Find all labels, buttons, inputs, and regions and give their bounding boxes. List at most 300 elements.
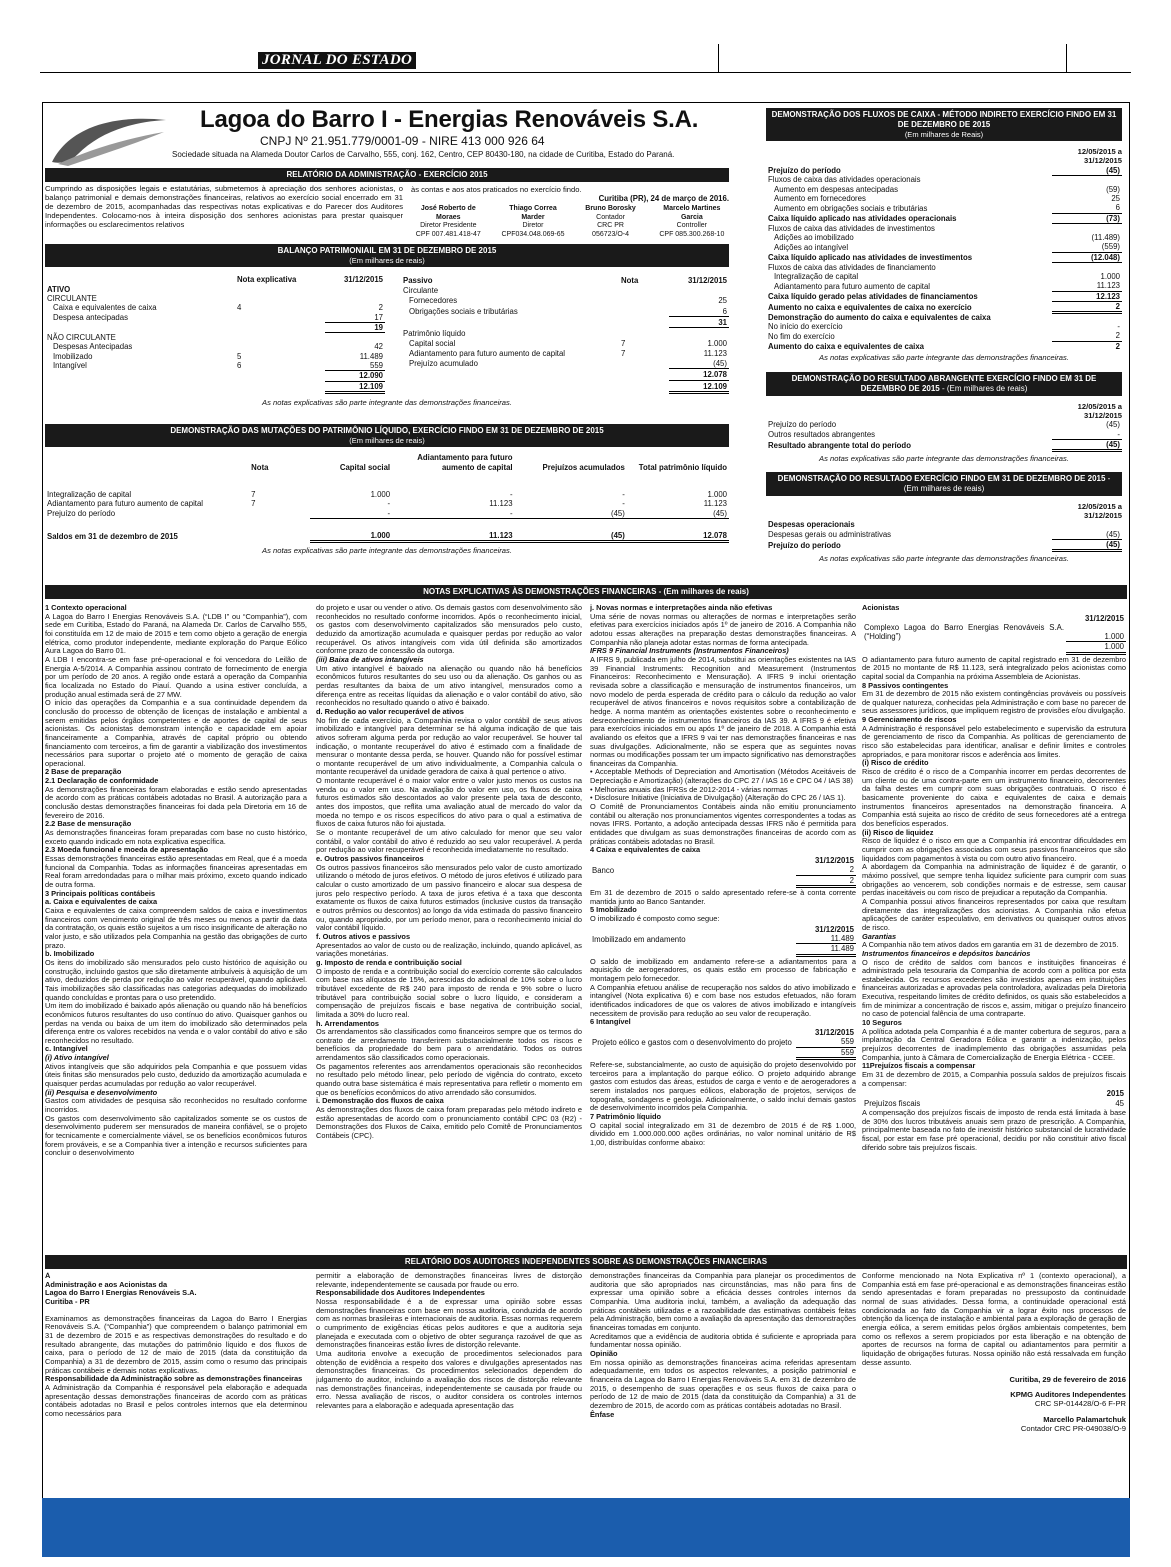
table-row xyxy=(766,185,1122,194)
equity-changes-title: DEMONSTRAÇÃO DAS MUTAÇÕES DO PATRIMÔNIO LÍQUIDO, EXERCÍCIO FINDO EM 31 DE DEZEMBRO DE 2015 (Em milhares de reais) xyxy=(45,424,729,447)
paragraph: Uma auditoria envolve a execução de procedimentos selecionados para obtenção de evidência a respeito dos valores e divulgações apresentados nas demonstrações financeiras. Os procedimentos selecionados dependem do julgamento do auditor, incluindo a avaliação dos riscos de distorção relevante nas demonstrações financeiras, independentemente se causada por fraude ou erro. Nessa avaliação de riscos, o auditor considera os controles internos relevantes para a elaboração e adequada apresentação das xyxy=(316,1348,582,1410)
table-row xyxy=(401,316,729,327)
row-note xyxy=(235,333,325,342)
paragraph: Apresentados ao valor de custo ou de realização, incluindo, quando aplicável, as variações monetárias. xyxy=(316,940,582,959)
auditors-date: Curitiba, 29 de fevereiro de 2016 xyxy=(1009,1375,1126,1385)
comprehensive-result-title: DEMONSTRAÇÃO DO RESULTADO ABRANGENTE EXERCÍCIO FINDO EM 31 DE DEZEMBRO DE 2015 - (Em milhares de reais) xyxy=(766,372,1122,396)
row-note xyxy=(619,316,669,327)
heading: Curitiba - PR xyxy=(45,1296,90,1306)
note-table-row xyxy=(590,944,856,955)
row-value: 25 xyxy=(718,296,727,306)
balance-liabilities-table: Passivo Nota 31/12/2015 Circulante Fornecedores 25 Obrigações sociais e tributárias 6 31 Patrimônio líquido Capital social 7 1.000 Adiantamento para futuro aumento de capital 7 11.123 Prejuízo acumulado (45) 12.078 12.109 xyxy=(403,276,727,391)
row-value: 11.489 xyxy=(359,351,383,361)
equity-total-afac: 11.123 xyxy=(392,531,515,542)
table-row xyxy=(45,294,385,303)
row-value xyxy=(1052,175,1122,184)
table-row xyxy=(766,331,1122,341)
table-row xyxy=(766,313,1122,322)
heading: Responsabilidade dos Auditores Independentes xyxy=(316,1288,485,1298)
equity-note xyxy=(249,509,310,519)
heading: (ii) Pesquisa e desenvolvimento xyxy=(45,1087,158,1097)
row-value xyxy=(325,285,385,294)
paragraph: Os gastos com desenvolvimento são capitalizados somente se os custos de desenvolvimento puderem ser mensurados de maneira confiável, se o projeto for tecnicamente e comercialmente viável, se os benefícios econômicos futuros forem prováveis, e se a Companhia tiver a intenção e recursos suficientes para concluir o desenvolvimento xyxy=(45,1113,307,1158)
notes-title: NOTAS EXPLICATIVAS ÀS DEMONSTRAÇÕES FINANCEIRAS - (Em milhares de reais) xyxy=(45,585,1127,599)
note-table-label: Banco xyxy=(592,865,615,875)
paragraph: Em 31 de dezembro de 2015 o saldo apresentado refere-se à conta corrente mantida junto ao Banco Santander. xyxy=(590,888,856,906)
paragraph: Nossa responsabilidade é a de expressar uma opinião sobre essas demonstrações financeiras com base em nossa auditoria, conduzida de acordo com as normas brasileiras e internacionais de auditoria. Essas normas requerem o cumprimento de exigências éticas pelos auditores e que a auditoria seja planejada e executada com o objetivo de obter segurança razoável de que as demonstrações financeiras estão livres de distorção relevante. xyxy=(316,1296,582,1350)
paragraph: A política adotada pela Companhia é a de manter cobertura de seguros, para a implantação da Central Geradora Eólica e garantir a indenização, pelos prejuízos decorrentes de inadimplemento das obrigações assumidas pela Companhia, junto à Câmara de Comercialização de Energia Elétrica - CCEE. xyxy=(862,1026,1126,1062)
equity-capital: 1.000 xyxy=(370,490,391,500)
table-row xyxy=(45,499,729,508)
paragraph: A Administração é responsável pelo estabelecimento e supervisão da estrutura de gerenciamento de risco da Companhia. As políticas de gerenciamento de risco são estabelecidas para identificar, analisar e definir limites e controles apropriados, e para monitorar riscos e aderência aos limites. xyxy=(862,723,1126,759)
equity-label: Prejuízo do período xyxy=(47,509,116,519)
row-label: Caixa líquido gerado pelas atividades de financiamentos xyxy=(768,292,978,302)
row-value: 12.078 xyxy=(669,369,729,380)
equity-total-label: Saldos em 31 de dezembro de 2015 xyxy=(47,532,178,542)
row-label: Prejuízo do período xyxy=(768,541,841,551)
table-row xyxy=(766,291,1122,301)
heading: i. Demonstração dos fluxos de caixa xyxy=(316,1096,444,1106)
paragraph: A compensação dos prejuízos fiscais de imposto de renda está limitada à base de 30% dos lucros tributáveis anuais sem prazo de prescrição. A Companhia, principalmente baseada no fato de inexistir histórico substancial de lucratividade fiscal, por estar em fase pré operacional, decidiu por não constituir ativo fiscal diferido sobre tais prejuízos fiscais. xyxy=(862,1108,1126,1152)
income-statement-section xyxy=(766,472,1122,563)
heading: Ênfase xyxy=(590,1409,615,1419)
row-value: 12.090 xyxy=(325,371,385,381)
equity-total: (45) xyxy=(627,509,729,519)
paragraph: Em 31 de dezembro de 2015 não existem contingências prováveis ou possíveis de qualquer natureza, conhecidas pela Administração e com base no parecer de seus assessores jurídicos, que impliquem registro de provisões e/ou divulgação. xyxy=(862,689,1126,716)
row-note xyxy=(235,313,325,323)
cell xyxy=(862,614,1066,623)
row-label: Patrimônio líquido xyxy=(403,328,466,338)
row-value: 17 xyxy=(325,313,385,323)
heading: 10 Seguros xyxy=(862,1018,902,1028)
note-table-value: 11.489 xyxy=(796,934,856,944)
row-value xyxy=(1052,520,1122,529)
table-row xyxy=(766,233,1122,242)
balance-footnote: As notas explicativas são parte integrante das demonstrações financeiras. xyxy=(262,398,512,407)
auditors-section xyxy=(45,1255,1127,1269)
row-label: Integralização de capital xyxy=(774,271,859,281)
balance-assets-table: Nota explicativa 31/12/2015 ATIVO CIRCULANTE Caixa e equivalentes de caixa 4 2 Despesa antecipadas 17 19 NÃO CIRCULANTE Despesas Antecipadas 42 Imobilizado 5 11.489 Intangível 6 559 12.090 12.109 xyxy=(47,275,383,391)
paragraph: Risco de liquidez é o risco em que a Companhia irá encontrar dificuldades em cumprir com as obrigações associadas com seus passivos financeiros que são liquidados com pagamentos à vista ou com outro ativo financeiro. xyxy=(862,836,1126,863)
row-label: Imobilizado xyxy=(53,351,93,361)
row-note xyxy=(235,294,325,303)
paragraph: Em nossa opinião as demonstrações financeiras acima referidas apresentam adequadamente, em todos os aspectos relevantes, a posição patrimonial e financeira da Lagoa do Barro I Energias Renováveis S.A. em 31 de dezembro de 2015, o desempenho de suas operações e os seus fluxos de caixa para o período de 12 de maio de 2015 (data da constituição da Companhia) a 31 de dezembro de 2015, de acordo com as práticas contábeis adotadas no Brasil. xyxy=(590,1357,856,1410)
heading: Acionistas xyxy=(862,604,900,612)
cash-flow-table xyxy=(766,166,1122,352)
note-table-date: 31/12/2015 xyxy=(814,924,854,934)
heading: 2 Base de preparação xyxy=(45,767,122,777)
row-label: Demonstração do aumento do caixa e equivalentes de caixa xyxy=(768,312,991,322)
heading: Responsabilidade da Administração sobre as demonstrações financeiras xyxy=(45,1374,303,1384)
signature-role: Contador xyxy=(596,213,625,221)
heading: Administração e aos Acionistas da xyxy=(45,1279,168,1289)
table-row xyxy=(45,333,385,342)
table-row xyxy=(766,224,1122,233)
header-rule xyxy=(40,72,1131,73)
income-statement-table xyxy=(766,520,1122,552)
signature-role: Diretor Presidente xyxy=(420,222,477,230)
paragraph: do projeto e usar ou vender o ativo. Os demais gastos com desenvolvimento são reconhecidos no resultado conforme incorridos. Após o reconhecimento inicial, os gastos com desenvolvimento capitalizados são mensurados pelo custo, deduzido da amortização acumulada e quaisquer perdas por redução ao valor recuperável. Os ativos intangíveis com vida útil definida são amortizados conforme prazo de concessão da outorga. xyxy=(316,604,582,656)
row-label: Fornecedores xyxy=(409,296,458,306)
cash-flow-footnote: As notas explicativas são parte integrante das demonstrações financeiras. xyxy=(819,353,1069,363)
heading: c. Intangível xyxy=(45,1044,88,1054)
note-table-row xyxy=(590,865,856,875)
row-value: 12.109 xyxy=(669,380,729,392)
table-row xyxy=(766,166,1122,176)
row-value: 11.123 xyxy=(1052,281,1122,291)
note-table-head xyxy=(590,856,856,865)
note-table-date: 31/12/2015 xyxy=(814,1027,854,1037)
paragraph: A abordagem da Companhia na administração de liquidez é de garantir, o máximo possível, que sempre tenha liquidez suficiente para cumprir com suas obrigações ao vencerem, sob condições normais e de estresse, sem causar perdas inaceitáveis ou com risco de prejudicar a reputação da Companhia. xyxy=(862,862,1126,898)
table-row xyxy=(45,285,385,294)
row-value xyxy=(325,333,385,342)
admin-report-text-cont: às contas e aos atos praticados no exercício findo. xyxy=(411,185,582,194)
equity-total-note xyxy=(249,531,310,542)
row-note xyxy=(235,342,325,351)
paragraph: A IFRS 9, publicada em julho de 2014, substitui as orientações existentes na IAS 39 Financial Instruments: Recognition and Measurement (Instrumentos Financeiros: Reconhecimento e Mensuração). A IFRS 9 inclui orientação revisada sobre a classificação e mensuração de instrumentos financeiros, um novo modelo de perda esperada de crédito para o cálculo da redução ao valor recuperável de ativos financeiros e novos requisitos sobre a contabilização de hedge. A norma mantém as orientações existentes sobre o reconhecimento e desreconhecimento de instrumentos financeiros da IAS 39. A IFRS 9 é efetiva para exercícios iniciados em ou após 1º de janeiro de 2018. A Companhia está avaliando os efeitos que a IFRS 9 vai ter nas demonstrações financeiras e nas suas divulgações. Adicionalmente, não se espera que as seguintes novas normas ou modificações possam ter um impacto significativo nas demonstrações financeiras da Companhia. xyxy=(590,654,856,768)
signature-name: Bruno Borosky xyxy=(585,205,636,213)
paragraph: Um ativo intangível é baixado na alienação ou quando não há benefícios econômicos futuros resultantes do seu uso ou da alienação. Os ganhos ou as perdas resultantes da baixa de um ativo intangível, mensurados como a diferença entre as receitas líquidas da alienação e o valor contábil do ativo, são reconhecidos no resultado quando o ativo é baixado. xyxy=(316,663,582,708)
note-table-value: 1.000 xyxy=(1066,642,1126,653)
table-row xyxy=(766,203,1122,213)
note-table-date: 31/12/2015 xyxy=(814,856,854,866)
row-value: (73) xyxy=(1052,213,1122,223)
row-label: Adiantamento para futuro aumento de capital xyxy=(774,281,931,291)
note-table-date: 31/12/2015 xyxy=(1084,613,1124,623)
heading: h. Arrendamentos xyxy=(316,1018,379,1028)
row-value xyxy=(669,286,729,296)
row-value xyxy=(1052,224,1122,233)
note-table-label xyxy=(590,875,796,886)
paragraph: Refere-se, substancialmente, ao custo de aquisição do projeto desenvolvido por terceiros para a implantação do parque eólico. O projeto adquirido abrange gastos com estudos das áreas, estudos de carga e vento e de aerogeradores a serem instalados nos parques eólicos, elaboração de projetos, serviços de topografia, sondagens e geologia. Adicionalmente, o saldo inclui demais gastos de desenvolvimento incorridos pela Companhia. xyxy=(590,1060,856,1113)
paragraph: O início das operações da Companhia e a sua continuidade dependem da conclusão do processo de obtenção de licenças de instalação e ambiental a serem emitidas pelos órgãos competentes e de aportes de capital de seus acionistas. Os acionistas demonstram intenção e capacidade em apoiar financeiramente a Companhia, através de capital próprio ou obtendo financiamento com terceiros, a fim de garantir a viabilização dos investimentos necessários para suportar o projeto até o momento de geração de caixa operacional. xyxy=(45,698,307,768)
heading: (i) Risco de crédito xyxy=(862,758,929,768)
row-label: CIRCULANTE xyxy=(47,294,97,304)
header-divider xyxy=(718,44,719,72)
equity-label: Integralização de capital xyxy=(47,490,132,500)
signature-doc: CPF034.048.069-65 xyxy=(501,230,565,238)
row-value: (45) xyxy=(669,358,729,369)
row-note: 7 xyxy=(621,348,626,358)
paragraph: Essas demonstrações financeiras estão apresentadas em Real, que é a moeda funcional da Companhia. Todas as informações financeiras apresentadas em Real foram arredondadas para o milhar mais próximo, exceto quando indicado de outra forma. xyxy=(45,854,307,889)
row-value: (11.489) xyxy=(1091,233,1120,242)
note-table xyxy=(590,925,856,957)
table-row xyxy=(766,263,1122,272)
row-note xyxy=(619,380,669,392)
spacer-row xyxy=(45,472,729,490)
heading: b. Imobilizado xyxy=(45,949,95,959)
row-value: 2 xyxy=(1052,301,1122,312)
equity-total-prej: (45) xyxy=(515,531,627,542)
company-name: Lagoa do Barro I - Energias Renováveis S.A. xyxy=(200,106,699,133)
signature-block xyxy=(411,205,729,239)
signature-name: Marcelo Martines Garcia xyxy=(663,205,721,221)
admin-report-title: RELATÓRIO DA ADMINISTRAÇÃO - EXERCÍCIO 2015 xyxy=(45,168,729,182)
row-label: Aumento em obrigações sociais e tributárias xyxy=(774,203,928,213)
row-label: Aumento em fornecedores xyxy=(774,194,866,204)
row-value: 2 xyxy=(1115,341,1120,351)
row-note: 6 xyxy=(237,361,242,371)
row-value: 2 xyxy=(378,303,383,313)
table-row xyxy=(766,439,1122,450)
row-label: Circulante xyxy=(403,286,439,296)
row-value: 12.123 xyxy=(1052,291,1122,301)
note-table-value: 11.489 xyxy=(796,944,856,955)
table-row xyxy=(401,380,729,392)
signature-name: José Roberto de Moraes xyxy=(420,205,476,221)
paragraph: Ativos intangíveis que são adquiridos pela Companhia e que possuem vidas úteis finitas são mensurados pelo custo, deduzido da amortização acumulada e quaisquer perdas acumuladas por redução ao valor recuperável. xyxy=(45,1061,307,1089)
heading: 9 Gerenciamento de riscos xyxy=(862,715,957,725)
footer-band xyxy=(42,1498,1130,1557)
paragraph: • Melhorias anuais das IFRSs de 2012-2014 - várias normas xyxy=(590,784,788,794)
paragraph: A Lagoa do Barro I Energias Renováveis S.A. (“LDB I” ou “Companhia”), com sede em Curitiba, Estado do Paraná, na Alameda Dr. Carlos de Carvalho 555, foi constituída em 12 de maio de 2015 e tem como objeto a geração de energia elétrica, como produtor independente, mediante exploração do Parque Eólico Aura Lagoa do Barro 01. xyxy=(45,611,307,656)
row-value: 6 xyxy=(669,306,729,317)
equity-total: 11.123 xyxy=(703,499,727,509)
paragraph: • Disclosure Initiative (Iniciativa de Divulgação) (Alteração do CPC 26 / IAS 1). xyxy=(590,793,846,803)
paragraph: O risco de crédito de saldos com bancos e instituições financeiras é administrado pela tesouraria da Companhia de acordo com a política por esta estabelecida. Os recursos excedentes são investidos apenas em instituições financeiras autorizadas e aprovadas pela controladora, avalizadas pela Diretoria Executiva, respeitando limites de crédito definidos, os quais são estabelecidos a fim de minimizar a concentração de riscos e, assim, mitigar o prejuízo financeiro no caso de potencial falência de uma contraparte. xyxy=(862,957,1126,1019)
admin-report-text: Cumprindo as disposições legais e estatutárias, submetemos à apreciação dos senhores acionistas, o balanço patrimonial e demais demonstrações financeiras, relativos ao exercício social encerrado em 31 de dezembro de 2015, acompanhadas das respectivas notas explicativas e do Parecer dos Auditores Independentes. Colocamo-nos à inteira disposição dos senhores acionistas para prestar quaisquer informações ou esclarecimentos relativos xyxy=(45,185,403,229)
paragraph: Acreditamos que a evidência de auditoria obtida é suficiente e apropriada para fundamentar nossa opinião. xyxy=(590,1331,856,1350)
heading: 2.1 Declaração de conformidade xyxy=(45,776,159,786)
notes-column-3 xyxy=(590,604,856,1238)
paragraph: O imposto de renda e a contribuição social do exercício corrente são calculados com base nas alíquotas de 15%, acrescidas do adicional de 10% sobre o lucro tributável excedente de R$ 240 para imposto de renda e 9% sobre o lucro tributável para contribuição social sobre o lucro líquido, e consideram a compensação de prejuízos fiscais e base negativa de contribuição social, limitada a 30% do lucro real. xyxy=(316,966,582,1019)
equity-footnote: As notas explicativas são parte integrante das demonstrações financeiras. xyxy=(262,545,512,555)
row-label: Adições ao imobilizado xyxy=(774,233,854,242)
equity-afac: 11.123 xyxy=(489,499,513,509)
table-row xyxy=(45,509,729,519)
note-table-label xyxy=(590,944,796,955)
table-row-total xyxy=(45,531,729,542)
note-table-label: Imobilizado em andamento xyxy=(592,934,686,944)
equity-total-total: 12.078 xyxy=(627,531,729,542)
heading: 11Prejuízos fiscais a compensar xyxy=(862,1061,976,1071)
table-row xyxy=(45,371,385,381)
table-row xyxy=(45,313,385,323)
table-row xyxy=(45,303,385,312)
row-note xyxy=(235,371,325,381)
paragraph: No fim de cada exercício, a Companhia revisa o valor contábil de seus ativos imobilizado e intangível para determinar se há alguma indicação de que tais ativos sofreram alguma perda por redução ao valor recuperável. Se houver tal indicação, o montante recuperável do ativo é estimado com a finalidade de mensurar o montante dessa perda, se houver. Quando não for possível estimar o montante recuperável de um ativo individualmente, a Companhia calcula o montante recuperável da unidade geradora de caixa à qual pertence o ativo. xyxy=(316,715,582,777)
row-value xyxy=(1052,263,1122,272)
note-table-row xyxy=(862,1099,1126,1108)
table-row xyxy=(766,341,1122,351)
paragraph: O saldo de imobilizado em andamento refere-se a adiantamentos para a aquisição de aerogeradores, os quais estão em processo de fabricação e montagem pelo fornecedor. xyxy=(590,956,856,984)
table-row xyxy=(766,420,1122,429)
note-table-head xyxy=(862,1089,1126,1098)
table-row xyxy=(401,358,729,369)
row-label xyxy=(401,369,619,380)
row-label: Aumento do caixa e equivalentes de caixa xyxy=(768,341,924,351)
note-table-value: 45 xyxy=(1115,1098,1124,1108)
paragraph: As demonstrações financeiras foram elaboradas e estão sendo apresentadas de acordo com as práticas contábeis adotadas no Brasil. A autorização para a conclusão destas demonstrações financeiras foi dada pela Diretoria em 16 de fevereiro de 2016. xyxy=(45,784,307,820)
row-value: (45) xyxy=(1052,439,1122,450)
auditors-firm-crc: CRC SP-014428/O-6 F-PR xyxy=(1034,1399,1126,1409)
table-row xyxy=(401,306,729,317)
heading: 6 Intangível xyxy=(590,1017,631,1027)
table-row xyxy=(766,194,1122,203)
row-label: ATIVO xyxy=(47,284,71,294)
table-row xyxy=(45,323,385,333)
note-table-row xyxy=(590,1037,856,1047)
paragraph: Uma série de novas normas ou alterações de normas e interpretações serão efetivas para exercícios iniciados após 1º de janeiro de 2016. A Companhia não adotou essas alterações na preparação destas demonstrações financeiras. A Companhia não planeja adotar estas normas de forma antecipada. xyxy=(590,611,856,647)
table-row xyxy=(766,252,1122,262)
note-table-value: 559 xyxy=(796,1037,856,1047)
cash-flow-title: DEMONSTRAÇÃO DOS FLUXOS DE CAIXA - MÉTODO INDIRETO EXERCÍCIO FINDO EM 31 DE DEZEMBRO DE 2015 (Em milhares de Reais) xyxy=(766,108,1122,141)
auditors-column-2 xyxy=(316,1272,582,1490)
equity-changes-table: Nota Capital social Adiantamento para futuro aumento de capital Prejuízos acumulados Total patrimônio líquido Integralização de capital 7 1.000 - - 1.000 Adiantamento para futuro aumento de capital 7 - 11.123 - 11.123 Prejuízo do período - - (45) (45) Saldos em 31 de dezembro de 2015 1.000 11.123 (45) 12.078 xyxy=(47,453,727,542)
paragraph: O imobilizado é composto como segue: xyxy=(590,914,720,924)
row-label: NÃO CIRCULANTE xyxy=(47,332,116,342)
row-value: 11.123 xyxy=(703,348,727,358)
paragraph: A Administração da Companhia é responsável pela elaboração e adequada apresentação dessas demonstrações financeiras de acordo com as práticas contábeis adotadas no Brasil e pelos controles internos que ela determinou como necessários para xyxy=(45,1382,307,1418)
note-table-label: Prejuízos fiscais xyxy=(864,1098,921,1108)
row-value: - xyxy=(1052,430,1122,440)
row-label: Prejuízo acumulado xyxy=(409,359,478,369)
heading: Lagoa do Barro I Energias Renováveis S.A. xyxy=(45,1288,197,1298)
paragraph: As demonstrações dos fluxos de caixa foram preparadas pelo método indireto e estão apresentadas de acordo com o pronunciamento contábil CPC 03 (R2) - Demonstrações dos Fluxos de Caixa, emitido pelo Comitê de Pronunciamentos Contábeis (CPC). xyxy=(316,1105,582,1141)
cell xyxy=(590,925,796,934)
table-row xyxy=(45,490,729,499)
heading: Garantias xyxy=(862,931,897,941)
income-footnote: As notas explicativas são parte integrante das demonstrações financeiras. xyxy=(819,554,1069,564)
heading: Instrumentos financeiros e depósitos bancários xyxy=(862,948,1031,958)
row-value: 12.109 xyxy=(325,381,385,392)
row-label: Fluxos de caixa das atividades de investimentos xyxy=(768,223,935,233)
heading: 2.2 Base de mensuração xyxy=(45,819,132,829)
header-divider xyxy=(1066,44,1067,72)
paragraph: Caixa e equivalentes de caixa compreendem saldos de caixa e investimentos financeiros com vencimento original de três meses ou menos a partir da data da contratação, os quais estão sujeitos a um risco insignificante de alteração no valor justo, e são utilizados pela Companhia na gestão das obrigações de curto prazo. xyxy=(45,905,307,950)
heading: (iii) Baixa de ativos intangíveis xyxy=(316,654,424,664)
row-value xyxy=(669,328,729,338)
row-label xyxy=(45,371,235,381)
row-label: Prejuízo do período xyxy=(768,420,837,430)
row-label: Despesas gerais ou administrativas xyxy=(768,530,892,540)
paragraph: Conforme mencionado na Nota Explicativa nº 1 (contexto operacional), a Companhia está em fase pré-operacional e as demonstrações financeiras estão sendo apresentadas e foram preparadas no pressuposto da continuidade normal de suas atividades. Dessa forma, a continuidade operacional está condicionada ao fato da Companhia vir a lograr êxito nos processos de obtenção da licença de instalação e ambiental para a exploração de geração de energia eólica, a serem emitidas pelos órgãos ambientais competentes, bem como os reflexos a serem propiciados por esta liberação e na obtenção de aportes de recursos na forma de capital ou adiantamentos para permitir a liquidação de obrigações futuras. Nossa opinião não está ressalvada em função desse assunto. xyxy=(862,1272,1126,1367)
heading: 8 Passivos contingentes xyxy=(862,680,949,690)
heading: a. Caixa e equivalentes de caixa xyxy=(45,897,158,907)
row-label: No início do exercício xyxy=(768,322,843,332)
note-table-value: 2 xyxy=(796,865,856,875)
table-row xyxy=(766,530,1122,540)
table-row xyxy=(401,286,729,296)
notes-column-1 xyxy=(45,604,307,1238)
heading: (i) Ativo intangível xyxy=(45,1053,109,1063)
row-value: 559 xyxy=(325,361,385,371)
masthead-logo: JORNAL DO ESTADO xyxy=(258,52,416,69)
heading: 3 Principais políticas contábeis xyxy=(45,888,156,898)
equity-capital: - xyxy=(387,499,391,509)
paragraph: Gastos com atividades de pesquisa são reconhecidos no resultado conforme incorridos. xyxy=(45,1096,307,1115)
row-label: Fluxos de caixa das atividades de financiamento xyxy=(768,262,936,272)
income-period: 12/05/2015 a 31/12/2015 xyxy=(1077,502,1122,521)
paragraph: A Companhia não tem ativos dados em garantia em 31 de dezembro de 2015. xyxy=(862,940,1119,950)
cell xyxy=(862,1089,1066,1098)
table-row xyxy=(45,381,385,392)
row-label: Resultado abrangente total do período xyxy=(768,441,911,451)
row-value: 2 xyxy=(1052,331,1122,341)
equity-afac: - xyxy=(392,509,515,519)
table-row xyxy=(766,539,1122,550)
note-table-head xyxy=(862,614,1126,623)
note-table xyxy=(862,614,1126,655)
row-value: 31 xyxy=(669,316,729,327)
paragraph: Os arrendamentos são classificados como financeiros sempre que os termos do contrato de arrendamento transferirem substancialmente todos os riscos e benefícios da propriedade do bem para o arrendatário. Todos os outros arrendamentos são classificados como operacionais. xyxy=(316,1027,582,1063)
signature xyxy=(655,205,729,239)
row-value: - xyxy=(1117,322,1120,332)
auditors-column-3 xyxy=(590,1272,856,1490)
signature-doc: CPF 007.481.418-47 xyxy=(415,230,481,238)
paragraph: Se o montante recuperável de um ativo calculado for menor que seu valor contábil, o valor contábil do ativo é reduzido ao seu valor recuperável. A perda por redução ao valor recuperável é reconhecida imediatamente no resultado. xyxy=(316,828,582,855)
spacer-row xyxy=(45,519,729,531)
note-table-label: Complexo Lagoa do Barro Energias Renováveis S.A. (“Holding”) xyxy=(864,623,1064,642)
row-note xyxy=(235,381,325,392)
table-row xyxy=(766,175,1122,184)
row-value xyxy=(325,294,385,303)
notes-column-4 xyxy=(862,604,1126,1238)
auditors-firm: KPMG Auditores Independentes xyxy=(1010,1390,1126,1400)
row-label: No fim do exercício xyxy=(768,331,835,341)
row-note xyxy=(619,286,669,296)
note-table-value: 2 xyxy=(796,875,856,886)
row-value: (45) xyxy=(1052,166,1122,176)
paragraph: Um item do imobilizado é baixado após alienação ou quando não há benefícios econômicos futuros resultantes do uso contínuo do ativo. Quaisquer ganhos ou perdas na venda ou baixa de um item do imobilizado são determinados pela diferença entre os valores recebidos na venda e o valor contábil do ativo e são reconhecidos no resultado. xyxy=(45,1001,307,1045)
signature xyxy=(500,205,567,239)
paragraph: O adiantamento para futuro aumento de capital registrado em 31 de dezembro de 2015 no montante de R$ 11.123, será integralizado pelos acionistas como capital social da Companhia na próxima Assembleia de Acionistas. xyxy=(862,654,1126,681)
row-label xyxy=(401,316,619,327)
paragraph: permitir a elaboração de demonstrações financeiras livres de distorção relevante, independentemente se causada por fraude ou erro. xyxy=(316,1272,582,1289)
note-table-label xyxy=(590,1047,796,1058)
balance-sheet-section xyxy=(45,244,729,407)
equity-prej: (45) xyxy=(515,509,627,519)
equity-total: 1.000 xyxy=(707,490,727,500)
heading: (ii) Risco de liquidez xyxy=(862,827,934,837)
heading: À xyxy=(45,1272,51,1280)
table-row xyxy=(766,301,1122,312)
table-row xyxy=(401,328,729,338)
equity-label: Adiantamento para futuro aumento de capital xyxy=(47,499,204,509)
note-table-row xyxy=(590,1047,856,1058)
auditors-partner-crc: Contador CRC PR-049038/O-9 xyxy=(1020,1423,1126,1433)
notes-column-2 xyxy=(316,604,582,1238)
table-row xyxy=(401,296,729,306)
note-table-date: 2015 xyxy=(1106,1089,1124,1099)
heading: j. Novas normas e interpretações ainda não efetivas xyxy=(590,604,773,612)
row-label: Aumento em despesas antecipadas xyxy=(774,184,898,194)
row-note xyxy=(619,369,669,380)
row-value: 1.000 xyxy=(1100,271,1120,281)
heading: 7 Patrimônio líquido xyxy=(590,1111,662,1121)
paragraph: Risco de crédito é o risco de a Companhia incorrer em perdas decorrentes de um cliente ou de uma contra-parte em um instrumento financeiro, decorrentes da falha destes em cumprir com suas obrigações contratuais. O risco é basicamente proveniente do caixa e equivalentes de caixa e demais instrumentos financeiros apresentados na demonstração financeira. A Companhia está sujeita ao risco de crédito de seus fornecedores até a entrega dos benefícios esperados. xyxy=(862,767,1126,828)
signature xyxy=(411,205,486,239)
table-row xyxy=(766,213,1122,223)
row-label: Fluxos de caixa das atividades operacionais xyxy=(768,175,921,185)
row-note xyxy=(235,323,325,333)
table-row xyxy=(766,242,1122,252)
row-note xyxy=(619,358,669,369)
row-value: (45) xyxy=(1052,539,1122,550)
note-table-value: 1.000 xyxy=(1066,623,1126,642)
note-table-label xyxy=(862,642,1066,653)
row-note: 5 xyxy=(237,351,242,361)
notes-section xyxy=(45,585,1127,599)
row-note xyxy=(619,306,669,317)
heading: 1 Contexto operacional xyxy=(45,604,127,612)
row-value: (59) xyxy=(1106,184,1120,194)
row-label: Despesa antecipadas xyxy=(53,313,128,323)
signature-doc: CPF 085.300.268-10 xyxy=(659,230,725,238)
row-label: Despesas Antecipadas xyxy=(53,342,133,352)
cash-flow-period: 12/05/2015 a 31/12/2015 xyxy=(1077,147,1122,166)
note-table xyxy=(590,856,856,888)
